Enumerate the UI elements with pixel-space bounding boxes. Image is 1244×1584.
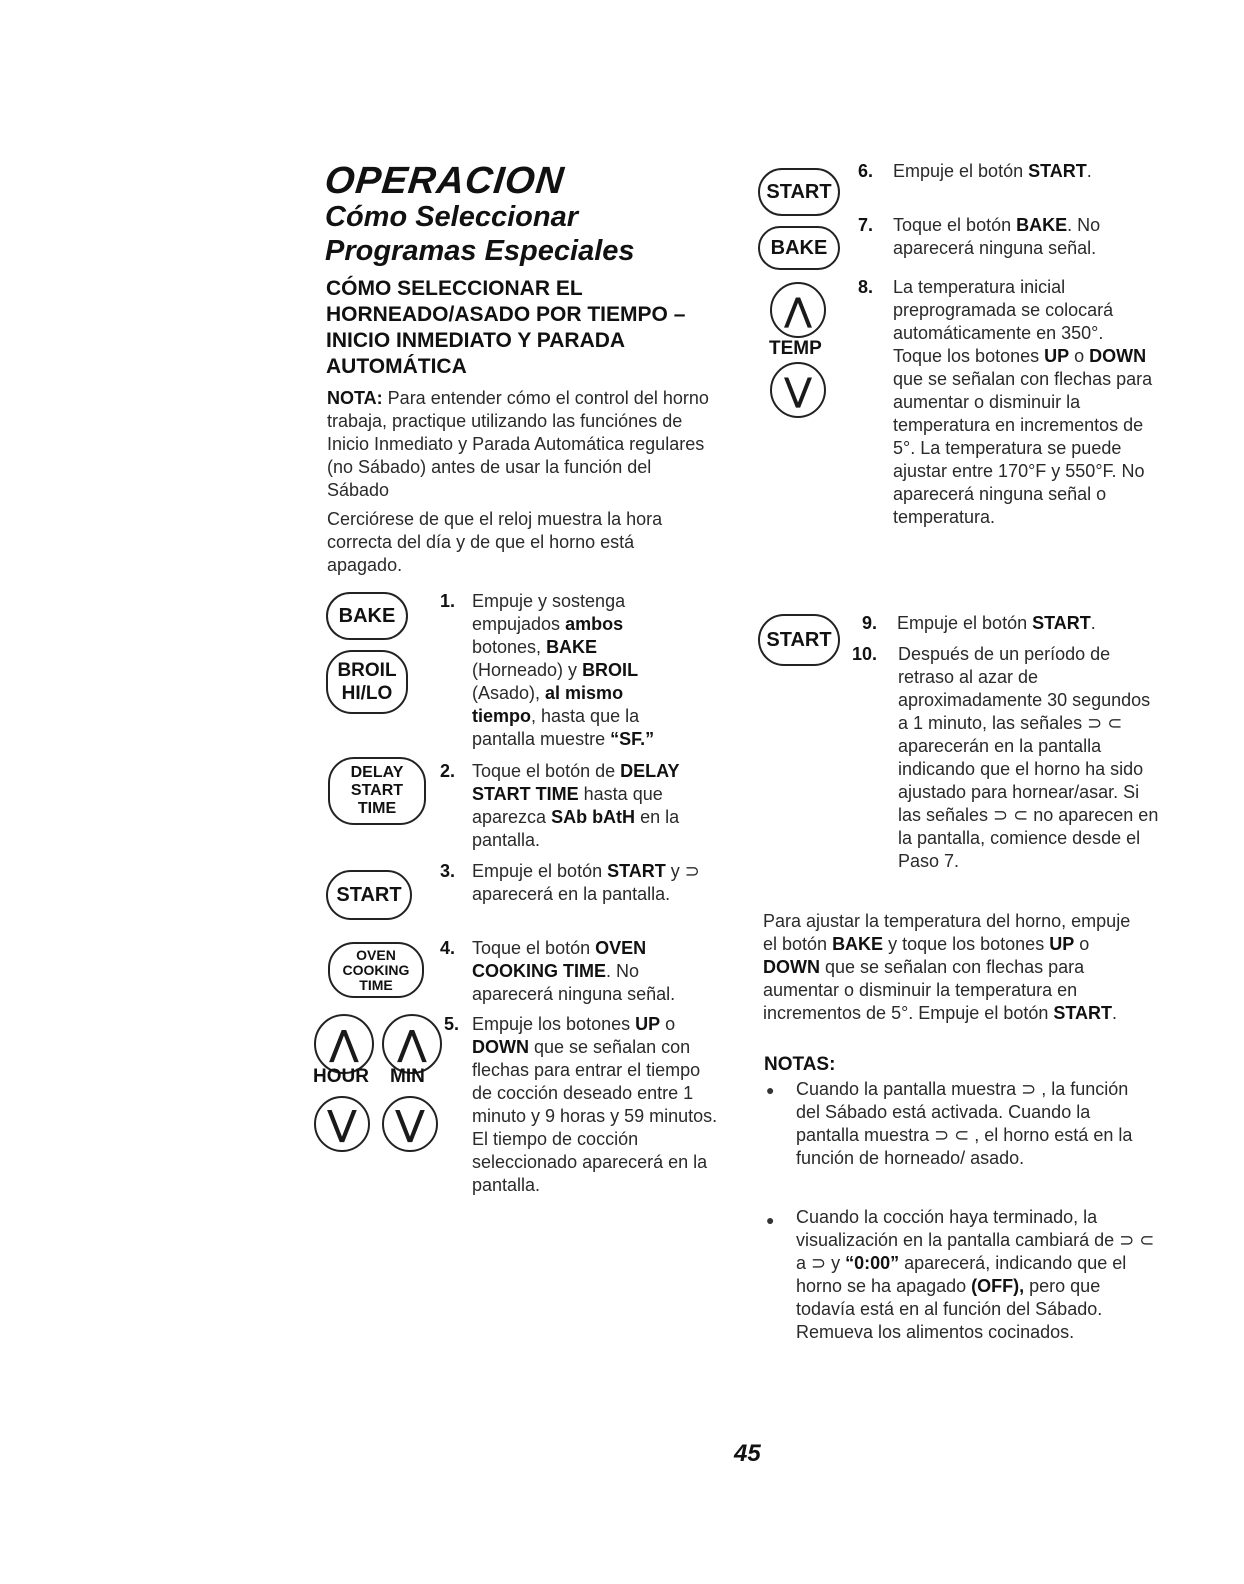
step-7-b1: BAKE <box>1016 215 1068 235</box>
step-4-t1: Toque el botón <box>472 938 596 958</box>
down-arrow-icon: ⋁ <box>328 1105 356 1143</box>
broil-button[interactable] <box>326 650 408 714</box>
heading-line-3: INICIO INMEDIATO Y PARADA <box>326 329 626 352</box>
step-3-b1: START <box>607 861 666 881</box>
nota-2-t2: aparecerá, indicando que el horno se ha apagado <box>796 1253 1127 1296</box>
nota-2-b2: (OFF), <box>971 1276 1025 1296</box>
min-label: MIN <box>390 1066 425 1087</box>
step-1-t2: botones, <box>472 637 547 657</box>
step-1-t5: , hasta que la pantalla muestre <box>472 706 640 749</box>
bullet-icon: ● <box>766 1082 775 1098</box>
oven-label-1: OVEN <box>356 946 396 963</box>
bake-button-label: BAKE <box>338 604 396 627</box>
oven-label-2: COOKING <box>342 961 410 978</box>
step-9-t1: Empuje el botón <box>897 613 1033 633</box>
subtitle-line-1: Cómo Seleccionar <box>325 201 579 233</box>
nota-2-b1: “0:00” <box>845 1253 900 1273</box>
step-4-t2: . No aparecerá ninguna señal. <box>472 961 676 1004</box>
step-6-number: 6. <box>858 161 874 181</box>
step-3-t2: y ⊃ aparecerá en la pantalla. <box>472 861 700 904</box>
temp-down-button[interactable] <box>770 362 826 418</box>
step-2-t2: hasta que aparezca <box>472 784 663 827</box>
bake-button-right[interactable] <box>758 226 840 270</box>
step-3-number: 3. <box>440 861 456 881</box>
step-9-b1: START <box>1032 613 1091 633</box>
step-8-t3: que se señalan con flechas para aumentar o disminuir la temperatura en incrementos de 5°. La temperatura se puede ajustar entre 170°F y 550°F. No aparecerá ninguna señal o temperatura. <box>893 369 1153 527</box>
start-button-right-bottom[interactable] <box>758 614 840 666</box>
step-1-t4: (Asado), <box>472 683 546 703</box>
adjust-t4: que se señalan con flechas para aumentar o disminuir la temperatura en incrementos de 5°. Empuje el botón <box>763 957 1085 1023</box>
start-button-right-top[interactable] <box>758 168 840 216</box>
step-3-text <box>472 860 712 906</box>
step-1-t3: (Horneado) y <box>472 660 583 680</box>
step-8-t2: o <box>1069 346 1090 366</box>
hour-label: HOUR <box>313 1066 369 1087</box>
adjust-t5: . <box>1112 1003 1118 1023</box>
step-6-t2: . <box>1086 161 1092 181</box>
temp-up-button[interactable] <box>770 282 826 338</box>
step-7-t2: . No aparecerá ninguna señal. <box>893 215 1101 258</box>
step-9-t2: . <box>1090 613 1096 633</box>
page-subtitle <box>325 200 635 268</box>
step-6-t1: Empuje el botón <box>893 161 1029 181</box>
step-7-t1: Toque el botón <box>893 215 1017 235</box>
step-9-text <box>897 612 1157 635</box>
step-4-number: 4. <box>440 938 456 958</box>
up-arrow-icon: ⋀ <box>784 292 812 328</box>
step-1-text <box>472 590 682 751</box>
step-4-text <box>472 937 712 1006</box>
heading-line-1: CÓMO SELECCIONAR EL <box>326 277 583 300</box>
broil-label-2: HI/LO <box>341 683 393 704</box>
step-8-b2: DOWN <box>1089 346 1147 366</box>
section-title: OPERACION <box>322 160 567 202</box>
step-6-text <box>893 160 1163 183</box>
page-number: 45 <box>734 1440 761 1467</box>
step-1-t1: Empuje y sostenga empujados <box>472 591 626 634</box>
step-2-b1: DELAY START TIME <box>472 761 680 804</box>
step-1-b3: BROIL <box>582 660 639 680</box>
step-5-t2: o <box>660 1014 676 1034</box>
adjust-b2: UP <box>1049 934 1075 954</box>
nota-paragraph <box>327 387 712 502</box>
start-button-left[interactable] <box>326 870 412 920</box>
nota-text: Para entender cómo el control del horno trabaja, practique utilizando las funciónes de Inicio Inmediato y Parada Automática regulares (no Sábado) antes de usar la función del Sábado <box>327 388 709 500</box>
step-7-text <box>893 214 1153 260</box>
step-1-b2: BAKE <box>546 637 598 657</box>
step-6-b1: START <box>1028 161 1087 181</box>
nota-1: Cuando la pantalla muestra ⊃ , la función del Sábado está activada. Cuando la pantalla muestra ⊃ ⊂ , el horno está en la función de horneado/ asado. <box>796 1079 1133 1168</box>
check-paragraph: Cerciórese de que el reloj muestra la hora correcta del día y de que el horno está apagado. <box>327 509 663 575</box>
up-arrow-icon: ⋀ <box>398 1025 426 1063</box>
start-button-right-top-label: START <box>766 180 832 203</box>
step-7-number: 7. <box>858 215 874 235</box>
notas-label: NOTAS: <box>764 1054 836 1075</box>
step-8-t1: La temperatura inicial preprogramada se colocará automáticamente en 350°. Toque los botones <box>893 277 1114 366</box>
step-1-b1: ambos <box>565 614 624 634</box>
step-1-b4: al mismo tiempo <box>472 683 624 726</box>
subtitle-line-2: Programas Especiales <box>325 235 635 267</box>
adjust-b3: DOWN <box>763 957 820 977</box>
adjust-t2: y toque los botones <box>883 934 1050 954</box>
nota-label: NOTA: <box>327 388 383 408</box>
oven-label-3: TIME <box>359 976 393 993</box>
adjust-paragraph <box>763 910 1143 1025</box>
step-5-t3: que se señalan con flechas para entrar el tiempo de cocción deseado entre 1 minuto y 9 horas y 59 minutos. El tiempo de cocción seleccionado aparecerá en la pantalla. <box>472 1037 718 1195</box>
nota-2-t1: Cuando la cocción haya terminado, la visualización en la pantalla cambiará de ⊃ ⊂ a ⊃ y <box>796 1207 1155 1273</box>
step-2-t3: en la pantalla. <box>472 807 680 850</box>
step-10-text: Después de un período de retraso al azar de aproximadamente 30 segundos a 1 minuto, las señales ⊃ ⊂ aparecerán en la pantalla indicando que el horno ha sido ajustado para hornear/asar. Si las señales ⊃ ⊂ no aparecen en la pantalla, comience desde el Paso 7. <box>898 644 1159 871</box>
step-5-number: 5. <box>444 1014 460 1034</box>
adjust-b4: START <box>1053 1003 1113 1023</box>
start-button-right-bottom-label: START <box>766 628 832 651</box>
step-5-b1: UP <box>635 1014 661 1034</box>
step-9-number: 9. <box>862 613 878 633</box>
step-2-b2: SAb bAtH <box>551 807 636 827</box>
nota-2 <box>796 1206 1156 1344</box>
down-arrow-icon: ⋁ <box>396 1105 424 1143</box>
broil-label-1: BROIL <box>337 660 397 681</box>
delay-label-3: TIME <box>357 800 397 817</box>
step-5-b2: DOWN <box>472 1037 529 1057</box>
delay-start-time-button[interactable] <box>328 757 426 825</box>
hour-up-button[interactable] <box>314 1014 374 1074</box>
adjust-t3: o <box>1074 934 1090 954</box>
step-2-text <box>472 760 720 852</box>
step-1-number: 1. <box>440 591 456 611</box>
step-2-t1: Toque el botón de <box>472 761 621 781</box>
bake-button-right-label: BAKE <box>770 236 828 259</box>
down-arrow-icon: ⋁ <box>784 372 812 408</box>
step-8-text <box>893 276 1155 529</box>
procedure-heading <box>326 276 736 380</box>
bake-button[interactable] <box>326 592 408 640</box>
step-10-number: 10. <box>852 644 878 664</box>
step-1-b5: “SF.” <box>610 729 655 749</box>
bullet-icon: ● <box>766 1212 775 1228</box>
delay-label-1: DELAY <box>350 764 404 781</box>
oven-cooking-time-button[interactable] <box>328 942 424 998</box>
hour-down-button[interactable] <box>314 1096 370 1152</box>
min-up-button[interactable] <box>382 1014 442 1074</box>
step-2-number: 2. <box>440 761 456 781</box>
min-down-button[interactable] <box>382 1096 438 1152</box>
delay-label-2: START <box>350 782 404 799</box>
temp-label: TEMP <box>769 338 822 359</box>
heading-line-4: AUTOMÁTICA <box>326 355 467 378</box>
step-8-number: 8. <box>858 277 874 297</box>
adjust-t1: Para ajustar la temperatura del horno, empuje el botón <box>763 911 1131 954</box>
start-button-left-label: START <box>336 883 402 906</box>
nota-2-t3: pero que todavía está en al función del Sábado. Remueva los alimentos cocinados. <box>796 1276 1103 1342</box>
up-arrow-icon: ⋀ <box>330 1025 358 1063</box>
adjust-b1: BAKE <box>832 934 884 954</box>
step-4-b1: OVEN COOKING TIME <box>472 938 647 981</box>
step-5-t1: Empuje los botones <box>472 1014 636 1034</box>
step-8-b1: UP <box>1044 346 1070 366</box>
step-5-text <box>472 1013 722 1197</box>
heading-line-2: HORNEADO/ASADO POR TIEMPO – <box>326 303 686 326</box>
step-3-t1: Empuje el botón <box>472 861 608 881</box>
